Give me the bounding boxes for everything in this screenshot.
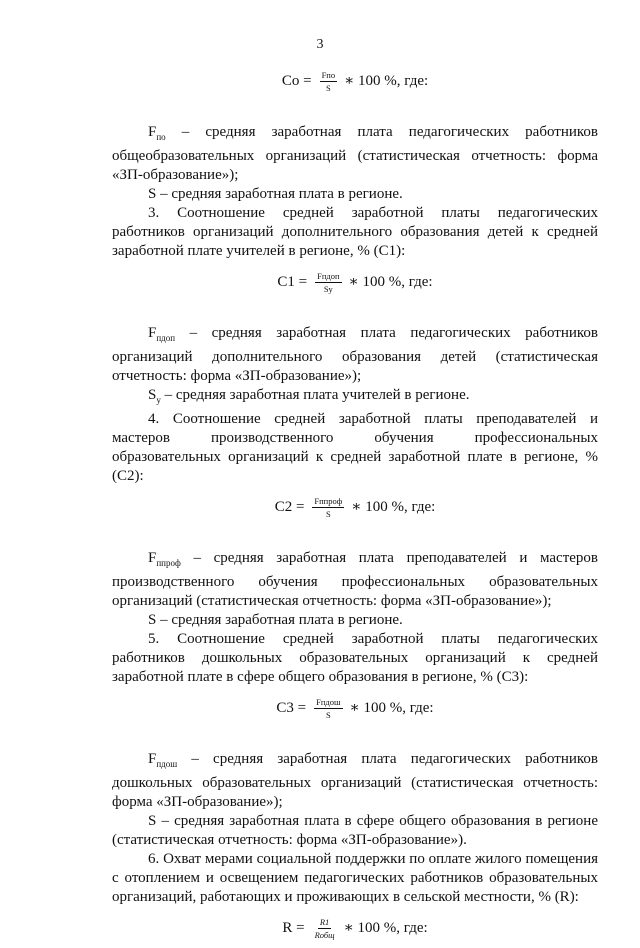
paragraph-text: – средняя заработная плата педагогических работников дошкольных образовательных организаций (статистическая отчетность: форма «ЗП-образование»); [112,751,598,810]
page-number: 3 [316,37,324,52]
paragraph-text: – средняя заработная плата педагогических работников общеобразовательных организаций (статистическая отчетность: форма «ЗП-образование»); [112,124,598,183]
formula-lhs: С1 = [277,274,308,290]
paragraph [112,204,598,261]
fraction-denominator: Sу [323,284,333,294]
paragraph-text: S – средняя заработная плата в сфере общего образования в регионе (статистическая отчетность: форма «ЗП-образование»). [112,813,598,848]
formula [112,496,598,519]
paragraph [112,324,598,386]
variable-symbol: F [148,124,157,140]
paragraph-text: – средняя заработная плата учителей в регионе. [160,387,470,403]
variable-symbol: S [148,387,157,403]
paragraph [112,750,598,812]
formula-lhs: Со = [281,73,312,89]
paragraph [112,123,598,185]
paragraph-text: 3. Соотношение средней заработной платы педагогических работников организаций дополнительного образования детей к средней заработной плате учителей в регионе, % (С1): [112,205,598,259]
paragraph [112,630,598,687]
formula [112,697,598,720]
paragraph-text: S – средняя заработная плата в регионе. [148,186,403,202]
fraction [315,271,341,294]
variable-symbol: F [148,751,157,767]
variable-subscript: ппроф [156,558,181,568]
fraction [313,917,337,940]
paragraph [112,850,598,907]
spacer [112,527,598,549]
fraction-numerator: R1 [319,917,330,927]
formula-lhs: R = [282,920,305,936]
variable-subscript: по [156,132,166,142]
variable-subscript: пдоп [156,333,176,343]
fraction-denominator: S [325,83,331,93]
paragraph [112,549,598,611]
fraction-denominator: Rобщ [314,930,335,940]
variable-symbol: F [148,325,157,341]
formula-rhs: ∗ 100 %, где: [348,274,433,290]
paragraph-text: 5. Соотношение средней заработной платы педагогических работников дошкольных образовательных организаций к средней заработной плате в сфере общего образования в регионе, % (С3): [112,631,598,685]
formula-rhs: ∗ 100 %, где: [344,73,429,89]
paragraph-text: S – средняя заработная плата в регионе. [148,612,403,628]
paragraph [112,410,598,486]
spacer [112,101,598,123]
paragraph [112,611,598,630]
fraction-numerator: Fппроф [314,496,343,506]
fraction-numerator: Fпдоп [317,271,340,281]
formula [112,70,598,93]
formula [112,917,598,940]
paragraph-text: 4. Соотношение средней заработной платы преподавателей и мастеров производственного обучения профессиональных образовательных организаций к средней заработной плате в регионе, % (С2): [112,411,598,484]
paragraph-text: – средняя заработная плата преподавателей и мастеров производственного обучения профессиональных образовательных организаций (статистическая отчетность: форма «ЗП-образование»); [112,550,598,609]
variable-subscript: у [156,395,161,405]
formula-rhs: ∗ 100 %, где: [343,920,428,936]
paragraph [112,185,598,204]
document-body [112,60,598,948]
fraction [314,697,342,720]
variable-symbol: F [148,550,157,566]
paragraph [112,812,598,850]
formula-lhs: С3 = [276,700,307,716]
spacer [112,302,598,324]
paragraph [112,386,598,410]
fraction-numerator: Fпо [321,70,336,80]
fraction [320,70,338,93]
formula-rhs: ∗ 100 %, где: [349,700,434,716]
formula [112,271,598,294]
spacer [112,728,598,750]
fraction-denominator: S [325,710,331,720]
fraction [312,496,344,519]
paragraph-text: 6. Охват мерами социальной поддержки по оплате жилого помещения с отоплением и освещением педагогических работников образовательных организаций, работающих и проживающих в сельской местности, % (R): [112,851,598,905]
variable-subscript: пдош [156,759,178,769]
fraction-numerator: Fпдош [316,697,341,707]
formula-rhs: ∗ 100 %, где: [351,499,436,515]
fraction-denominator: S [325,509,331,519]
paragraph-text: – средняя заработная плата педагогических работников организаций дополнительного образования детей (статистическая отчетность: форма «ЗП-образование»); [112,325,598,384]
formula-lhs: С2 = [274,499,305,515]
